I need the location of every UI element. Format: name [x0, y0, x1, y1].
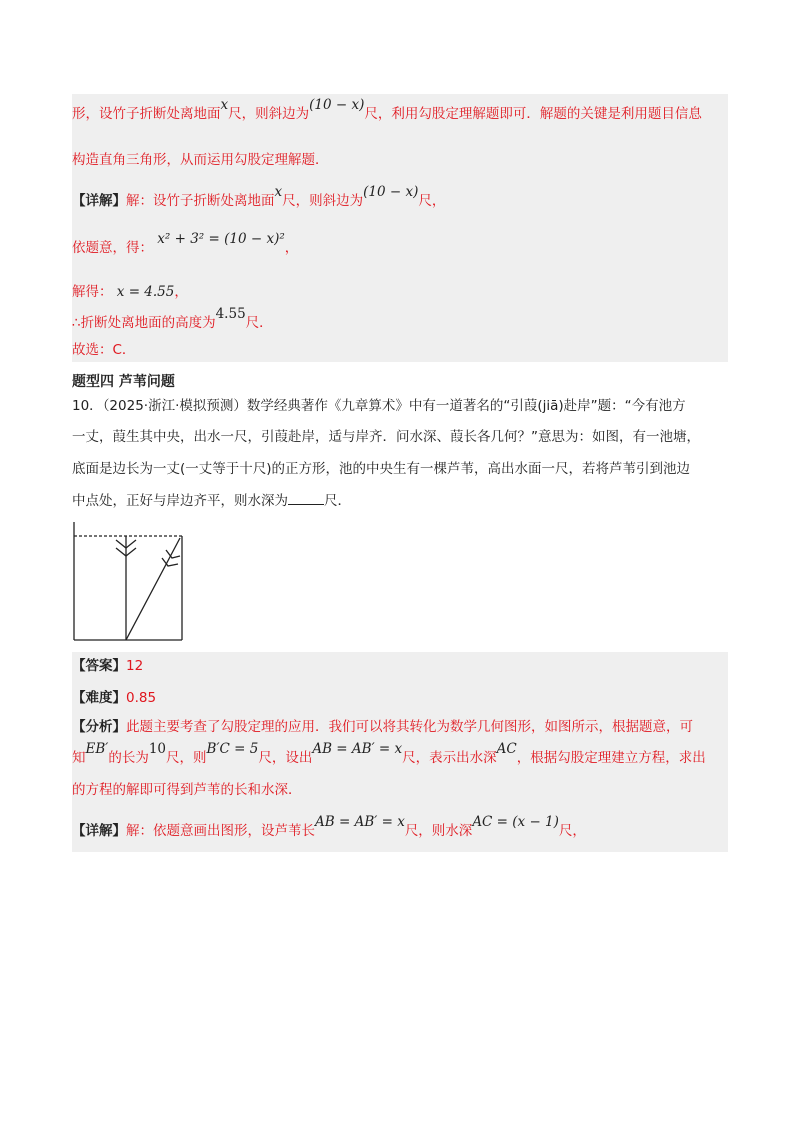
solution1-solve: 解得： x = 4.55， — [72, 284, 188, 300]
difficulty-value: 0.85 — [126, 690, 157, 706]
detail-tag: 【详解】 — [72, 193, 126, 209]
analysis-line-2: 知EB′的长为10尺，则B′C = 5尺，设出AB = AB′ = x尺，表示出水深AC，根据勾股定理建立方程，求出 — [72, 741, 706, 766]
question-line-3: 底面是边长为一丈(一丈等于十尺)的正方形，池的中央生有一棵芦苇，高出水面一尺，若将芦苇引到池边 — [72, 461, 691, 477]
section-title: 题型四 芦苇问题 — [72, 374, 175, 390]
analysis-line-3: 的方程的解即可得到芦苇的长和水深． — [72, 782, 302, 798]
solution-value: x = 4.55 — [116, 284, 175, 300]
solution2-detail: 【详解】解：依题意画出图形，设芦苇长AB = AB′ = x尺，则水深AC = (x − 1)尺， — [72, 814, 586, 839]
difficulty-line: 【难度】0.85 — [72, 690, 157, 706]
reed-pulled — [126, 538, 180, 640]
solution1-conclusion: ∴折断处离地面的高度为4.55尺． — [72, 306, 273, 331]
answer-line: 【答案】12 — [72, 658, 144, 674]
solution1-choice: 故选：C． — [72, 342, 136, 358]
pond-figure — [70, 518, 190, 646]
analysis-line-1: 【分析】此题主要考查了勾股定理的应用．我们可以将其转化为数学几何图形，如图所示，根据题意，可 — [72, 719, 693, 735]
solution1-equation: 依题意，得： x² + 3² = (10 − x)²， — [72, 231, 299, 256]
question-line-4: 中点处，正好与岸边齐平，则水深为 尺． — [72, 493, 351, 509]
answer-value: 12 — [126, 658, 144, 674]
solution1-line1: 形，设竹子折断处离地面x尺，则斜边为(10 − x)尺，利用勾股定理解题即可．解题的关键是利用题目信息 — [72, 97, 702, 122]
math-10-minus-x: (10 − x) — [309, 97, 365, 113]
solution1-detail: 【详解】解：设竹子折断处离地面x尺，则斜边为(10 − x)尺， — [72, 184, 446, 209]
reed-leaves-pulled — [162, 550, 180, 566]
equation: x² + 3² = (10 − x)² — [157, 231, 285, 247]
question-line-1: 10．（2025·浙江·模拟预测）数学经典著作《九章算术》中有一道著名的“引葭(jiā)赴岸”题：“今有池方 — [72, 398, 686, 414]
math-x: x — [220, 97, 229, 113]
answer-blank — [288, 504, 324, 505]
question-line-2: 一丈，葭生其中央，出水一尺，引葭赴岸，适与岸齐．问水深、葭长各几何？”意思为：如图，有一池塘， — [72, 429, 700, 445]
solution1-line2: 构造直角三角形，从而运用勾股定理解题． — [72, 152, 329, 168]
